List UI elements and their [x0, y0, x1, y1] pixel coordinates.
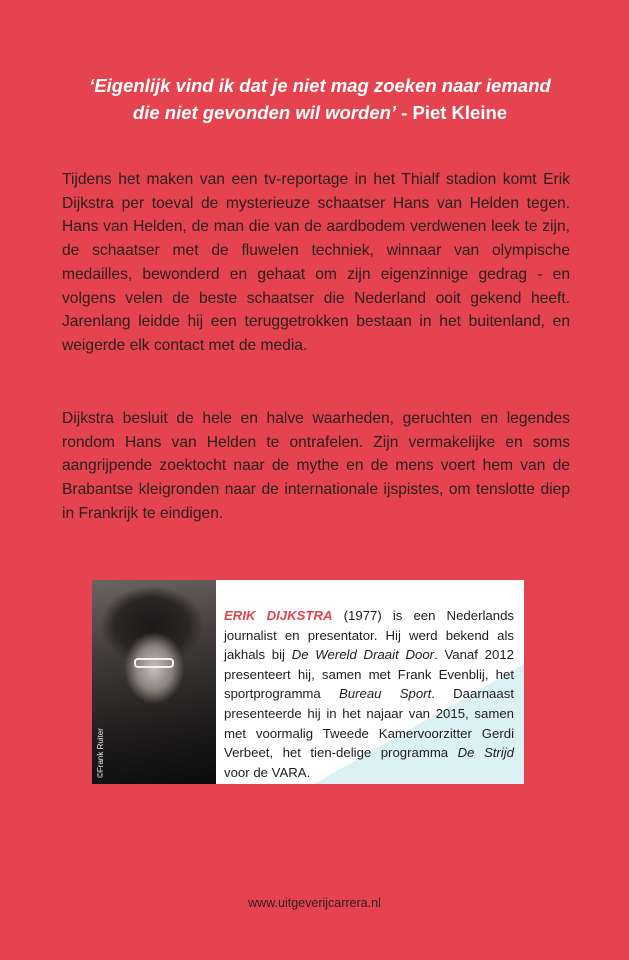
bio-text-3: . Daarnaast presenteerde hij in het najaar van 2015, samen met voormalig Tweede Kamervoorzitter Gerdi Verbeet, het tien-delige programma	[224, 686, 514, 761]
quote-line-1: ‘Eigenlijk vind ik dat je niet mag zoeken naar iemand	[89, 75, 551, 96]
photo-credit: ©Frank Ruiter	[96, 728, 105, 778]
glasses-shape	[134, 658, 174, 668]
author-photo	[92, 580, 216, 784]
blurb-paragraph-1: Tijdens het maken van een tv-reportage in het Thialf stadion komt Erik Dijkstra per toeval de mysterieuze schaatser Hans van Helden tegen. Hans van Helden, de man die van de aardbodem verdwenen leek te zijn, de schaatser met de fluwelen techniek, winnaar van olympische medailles, bewonderd en gehaat om zijn eigenzinnige gedrag - en volgens velen de beste schaatser die Nederland ooit gekend heeft. Jarenlang leidde hij een teruggetrokken bestaan in het buitenland, en weigerde elk contact met de media.	[62, 171, 570, 354]
bio-show-1: De Wereld Draait Door	[291, 647, 435, 663]
author-name: ERIK DIJKSTRA	[224, 608, 333, 623]
bio-text-1: (1977) is een Nederlands journalist en presentator. Hij werd bekend als jakhals bij	[224, 608, 514, 663]
blurb-paragraph-2: Dijkstra besluit de hele en halve waarheden, geruchten en legendes rondom Hans van Helden te ontrafelen. Zijn vermakelijke en soms aangrijpende zoektocht naar de mythe en de mens voert hem van de Brabantse kleigronden naar de internationale ijspistes, om tenslotte diep in Frankrijk te eindigen.	[62, 410, 570, 522]
author-bio-text	[224, 606, 514, 782]
bio-show-3: De Strijd	[457, 745, 514, 761]
quote-line-2: die niet gevonden wil worden’	[132, 102, 397, 123]
bio-show-2: Bureau Sport	[338, 686, 432, 702]
bio-text-4: voor de VARA.	[224, 764, 311, 780]
bio-text-2: . Vanaf 2012 presenteert hij, samen met Frank Evenblij, het sportprogramma	[224, 647, 514, 702]
publisher-website: www.uitgeverijcarrera.nl	[248, 896, 381, 910]
quote-author: - Piet Kleine	[396, 102, 508, 123]
author-bio-panel	[92, 580, 524, 784]
back-cover-quote	[40, 72, 600, 126]
